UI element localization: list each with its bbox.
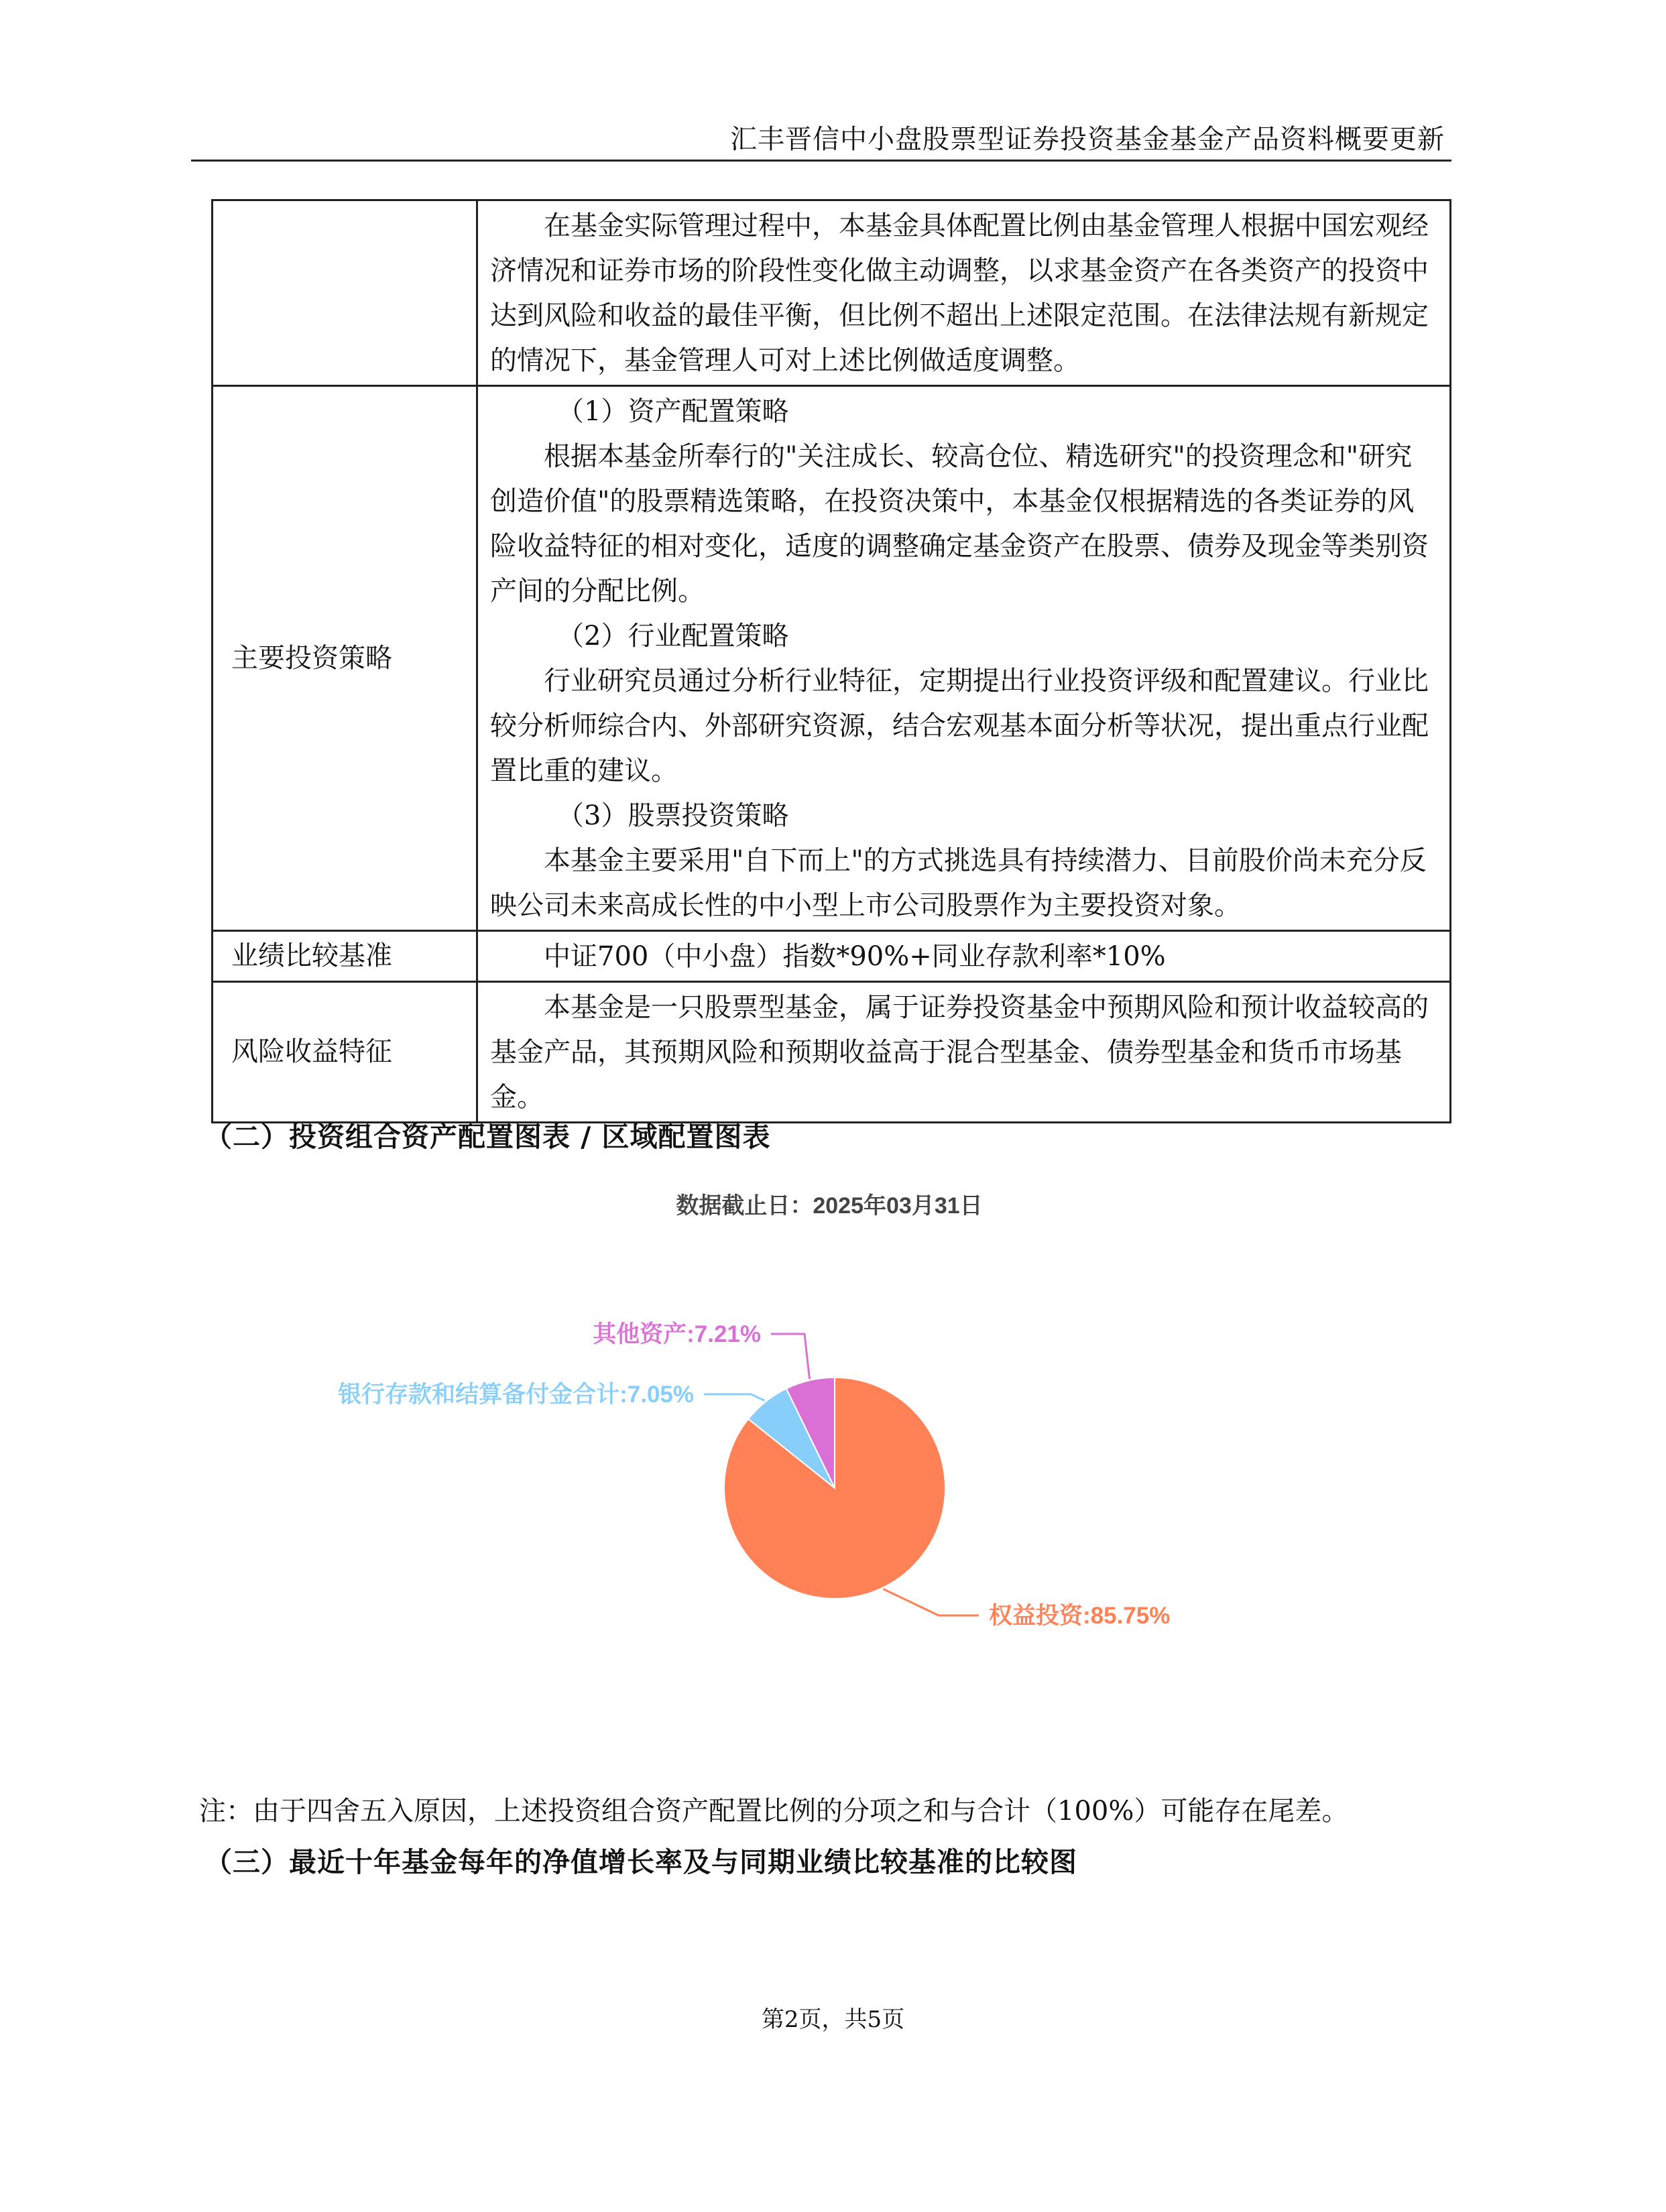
risk-label: 风险收益特征 (213, 982, 477, 1123)
page-number: 第2页，共5页 (761, 2006, 905, 2033)
chart-title: 数据截止日：2025年03月31日 (676, 1193, 983, 1219)
benchmark-label: 业绩比较基准 (213, 931, 477, 982)
strategy-subheading: （3）股票投资策略 (557, 800, 789, 831)
strategy-paragraph: 行业研究员通过分析行业特征，定期提出行业投资评级和配置建议。行业比较分析师综合内、外部研究资源，结合宏观基本面分析等状况，提出重点行业配置比重的建议。 (490, 666, 1429, 786)
benchmark-text: 中证700（中小盘）指数*90%+同业存款利率*10% (544, 941, 1166, 972)
allocation-note-text: 在基金实际管理过程中，本基金具体配置比例由基金管理人根据中国宏观经济情况和证券市场的阶段性变化做主动调整，以求基金资产在各类资产的投资中达到风险和收益的最佳平衡，但比例不超出上述限定范围。在法律法规有新规定的情况下，基金管理人可对上述比例做适度调整。 (490, 210, 1429, 376)
leader-line-0 (883, 1589, 979, 1615)
leader-line-1 (704, 1394, 765, 1401)
section-heading-performance: （三）最近十年基金每年的净值增长率及与同期业绩比较基准的比较图 (204, 1846, 1077, 1878)
document-title: 汇丰晋信中小盘股票型证券投资基金基金产品资料概要更新 (730, 124, 1445, 155)
table-row (213, 982, 1451, 1123)
section-heading-allocation: （二）投资组合资产配置图表 / 区域配置图表 (204, 1121, 771, 1153)
row-label (213, 200, 477, 386)
table-row (213, 386, 1451, 931)
leader-line-2 (771, 1334, 809, 1379)
strategy-cell (477, 386, 1451, 931)
page-header (191, 113, 1451, 162)
table-row (213, 200, 1451, 386)
slice-label-0: 权益投资:85.75% (989, 1603, 1171, 1629)
rounding-note: 注：由于四舍五入原因，上述投资组合资产配置比例的分项之和与合计（100%）可能存在尾差。 (199, 1796, 1349, 1827)
strategy-subheading: （1）资产配置策略 (557, 396, 789, 427)
fund-info-table (211, 199, 1451, 1123)
asset-allocation-pie-chart (0, 1153, 1666, 1689)
slice-label-2: 其他资产:7.21% (593, 1321, 761, 1347)
strategy-paragraph: 本基金主要采用"自下而上"的方式挑选具有持续潜力、目前股价尚未充分反映公司未来高成长性的中小型上市公司股票作为主要投资对象。 (490, 845, 1427, 921)
table-row (213, 931, 1451, 982)
strategy-paragraph: 根据本基金所奉行的"关注成长、较高仓位、精选研究"的投资理念和"研究创造价值"的股票精选策略，在投资决策中，本基金仅根据精选的各类证券的风险收益特征的相对变化，适度的调整确定基金资产在股票、债券及现金等类别资产间的分配比例。 (490, 441, 1429, 607)
strategy-subheading: （2）行业配置策略 (557, 621, 789, 652)
strategy-label: 主要投资策略 (213, 386, 477, 931)
risk-cell (477, 982, 1451, 1123)
benchmark-cell (477, 931, 1451, 982)
risk-text: 本基金是一只股票型基金，属于证券投资基金中预期风险和预计收益较高的基金产品，其预期风险和预期收益高于混合型基金、债券型基金和货币市场基金。 (490, 992, 1429, 1113)
slice-label-1: 银行存款和结算备付金合计:7.05% (338, 1381, 694, 1408)
allocation-note-cell (477, 200, 1451, 386)
